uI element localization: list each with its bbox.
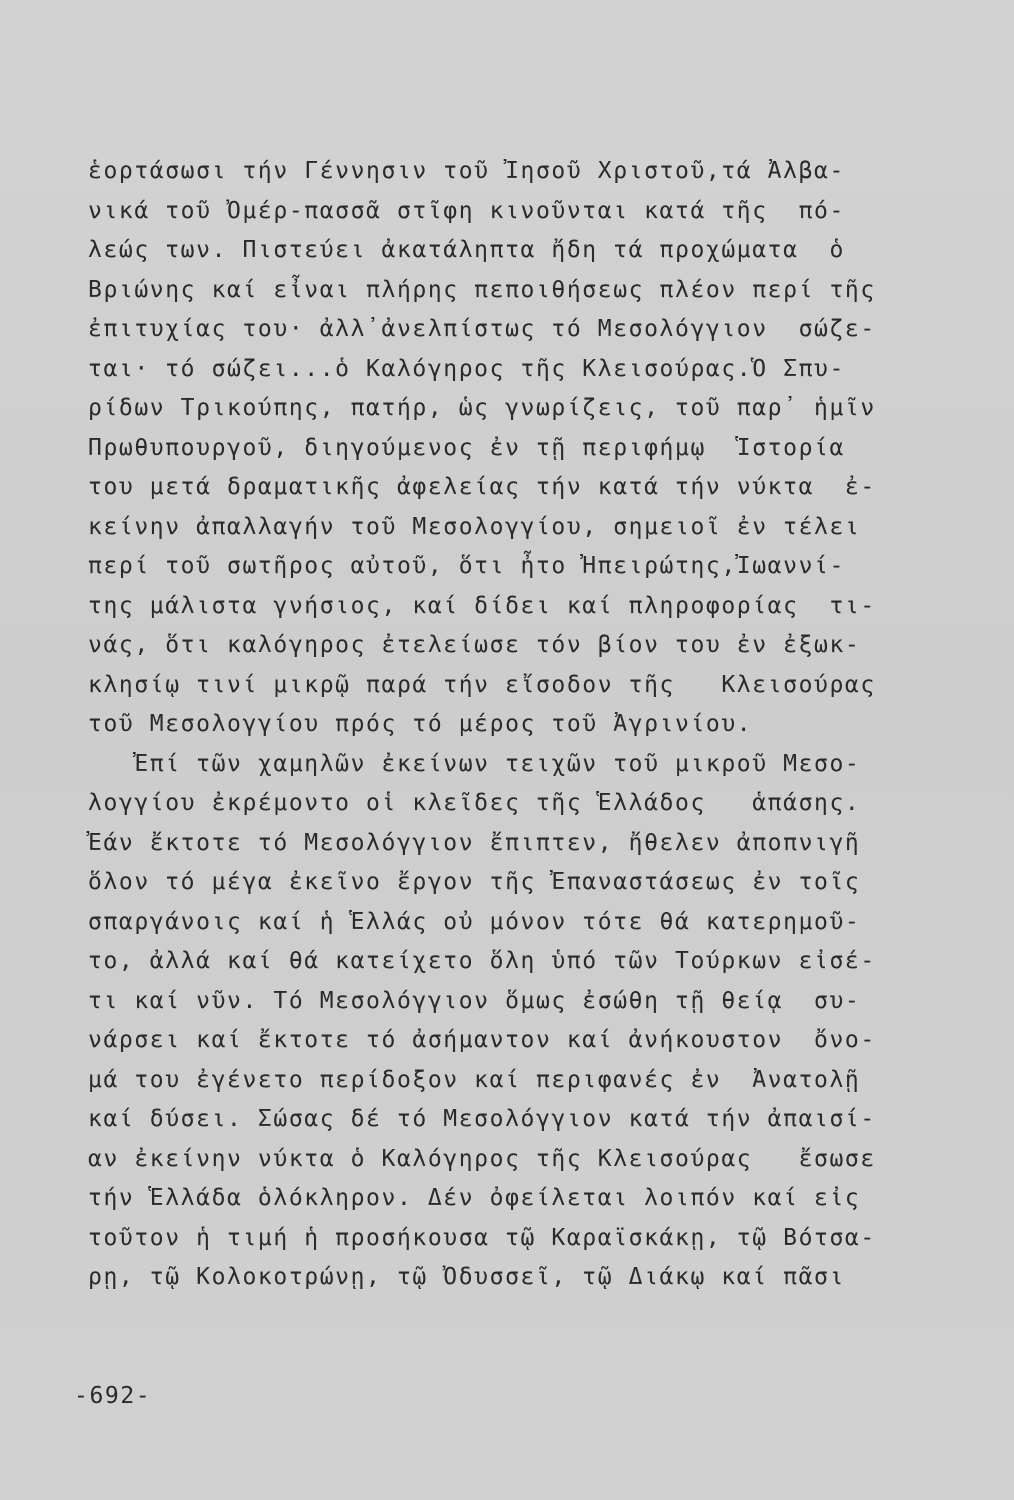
text-line: του μετά δραματικῆς ἀφελείας τήν κατά τήν νύκτα ἐ- (88, 474, 876, 500)
text-line: ρίδων Τρικούπης, πατήρ, ὡς γνωρίζεις, τοῦ παρ᾽ ἡμῖν (88, 395, 876, 421)
text-line: λογγίου ἐκρέμοντο οἱ κλεῖδες τῆς Ἑλλάδος ἁπάσης. (88, 790, 861, 816)
text-line: το, ἀλλά καί θά κατείχετο ὅλη ὑπό τῶν Τούρκων εἰσέ- (88, 948, 876, 974)
text-line: τοῦ Μεσολογγίου πρός τό μέρος τοῦ Ἀγρινίου. (88, 711, 753, 737)
text-line: αν ἐκείνην νύκτα ὁ Καλόγηρος τῆς Κλεισούρας ἔσωσε (88, 1145, 876, 1172)
text-line: ρῃ, τῷ Κολοκοτρώνῃ, τῷ Ὀδυσσεῖ, τῷ Διάκῳ καί πᾶσι (88, 1264, 845, 1290)
text-line: Ἐπί τῶν χαμηλῶν ἐκείνων τειχῶν τοῦ μικροῦ Μεσο- (88, 750, 861, 777)
text-line: καί δύσει. Σώσας δέ τό Μεσολόγγιον κατά τήν ἀπαισί- (88, 1106, 876, 1132)
page-number: -692- (74, 1383, 152, 1409)
text-line: λεώς των. Πιστεύει ἀκατάληπτα ἤδη τά προχώματα ὁ (88, 237, 845, 263)
text-line: τι καί νῦν. Τό Μεσολόγγιον ὅμως ἐσώθη τῇ θείᾳ συ- (88, 987, 861, 1014)
text-line: τοῦτον ἡ τιμή ἡ προσήκουσα τῷ Καραϊσκάκῃ, τῷ Βότσα- (88, 1224, 876, 1251)
text-line: κείνην ἀπαλλαγήν τοῦ Μεσολογγίου, σημειοῖ ἐν τέλει (88, 513, 861, 540)
text-line: νάς, ὅτι καλόγηρος ἐτελείωσε τόν βίον του ἐν ἐξωκ- (88, 632, 861, 658)
text-line: νικά τοῦ Ὀμέρ-πασσᾶ στῖφη κινοῦνται κατά τῆς πό- (88, 197, 845, 224)
text-line: ὅλον τό μέγα ἐκεῖνο ἔργον τῆς Ἐπαναστάσεως ἐν τοῖς (88, 869, 861, 895)
text-line: Ἐάν ἔκτοτε τό Μεσολόγγιον ἔπιπτεν, ἤθελεν ἀποπνιγῆ (88, 829, 861, 856)
text-line: νάρσει καί ἔκτοτε τό ἀσήμαντον καί ἀνήκουστον ὄνο- (88, 1027, 876, 1053)
text-line: Βριώνης καί εἶναι πλήρης πεποιθήσεως πλέον περί τῆς (88, 276, 876, 303)
text-line: ἐπιτυχίας του· ἀλλ᾽ἀνελπίστως τό Μεσολόγγιον σώζε- (88, 316, 876, 342)
text-line: ἑορτάσωσι τήν Γέννησιν τοῦ Ἰησοῦ Χριστοῦ,τά Ἀλβα- (88, 158, 845, 184)
text-line: κλησίῳ τινί μικρῷ παρά τήν εἴσοδον τῆς Κλεισούρας (88, 671, 876, 698)
text-line: τήν Ἑλλάδα ὁλόκληρον. Δέν ὀφείλεται λοιπόν καί εἰς (88, 1185, 861, 1211)
text-line: σπαργάνοις καί ἡ Ἑλλάς οὐ μόνον τότε θά κατερημοῦ- (88, 908, 861, 935)
text-line: Πρωθυπουργοῦ, διηγούμενος ἐν τῇ περιφήμῳ Ἱστορία (88, 434, 845, 461)
body-text (88, 152, 968, 1298)
text-line: περί τοῦ σωτῆρος αὐτοῦ, ὅτι ἦτο Ἠπειρώτης,Ἰωαννί- (88, 553, 845, 579)
text-line: μά του ἐγένετο περίδοξον καί περιφανές ἐν Ἀνατολῇ (88, 1066, 861, 1093)
text-line: της μάλιστα γνήσιος, καί δίδει καί πληροφορίας τι- (88, 592, 876, 619)
text-line: ται· τό σώζει...ὁ Καλόγηρος τῆς Κλεισούρας.Ὁ Σπυ- (88, 355, 845, 382)
